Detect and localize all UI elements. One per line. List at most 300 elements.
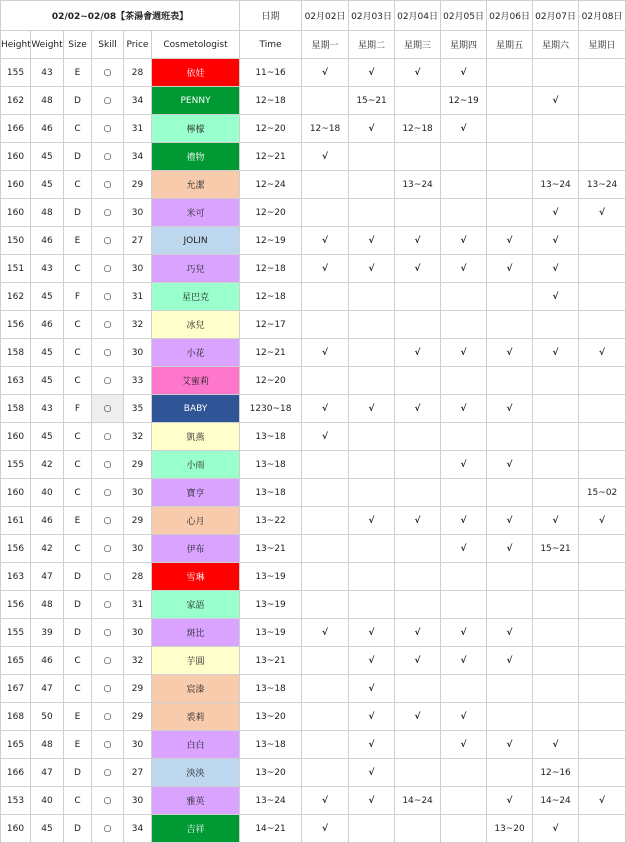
day-cell (533, 479, 579, 507)
day-cell (395, 143, 441, 171)
cosmetologist-name: 寶亨 (152, 479, 240, 507)
size-cell: C (64, 423, 92, 451)
price-cell: 34 (124, 815, 152, 843)
day-cell (487, 675, 533, 703)
day-cell (579, 815, 626, 843)
size-cell: C (64, 367, 92, 395)
weight-cell: 46 (31, 115, 64, 143)
day-cell (349, 199, 395, 227)
table-row (1, 815, 626, 843)
day-cell: √ (395, 507, 441, 535)
height-cell: 150 (1, 227, 31, 255)
height-cell: 156 (1, 591, 31, 619)
day-cell: √ (441, 619, 487, 647)
day-cell: √ (487, 507, 533, 535)
skill-cell: ○ (92, 255, 124, 283)
day-cell (395, 535, 441, 563)
table-row (1, 339, 626, 367)
day-cell (579, 59, 626, 87)
day-cell (302, 675, 349, 703)
price-cell: 32 (124, 423, 152, 451)
day-cell: √ (441, 703, 487, 731)
price-cell: 34 (124, 87, 152, 115)
skill-cell: ○ (92, 507, 124, 535)
day-cell: √ (533, 199, 579, 227)
date-header: 02月08日 (579, 1, 626, 31)
day-cell (302, 507, 349, 535)
table-row (1, 59, 626, 87)
day-cell: √ (349, 731, 395, 759)
day-cell (487, 115, 533, 143)
price-cell: 28 (124, 59, 152, 87)
day-cell (395, 563, 441, 591)
day-cell (349, 311, 395, 339)
price-cell: 32 (124, 311, 152, 339)
skill-cell: ○ (92, 367, 124, 395)
weight-cell: 46 (31, 311, 64, 339)
day-cell (441, 311, 487, 339)
day-cell (579, 115, 626, 143)
time-cell: 13~20 (240, 703, 302, 731)
day-cell (487, 143, 533, 171)
day-cell (395, 675, 441, 703)
height-cell: 155 (1, 619, 31, 647)
day-cell (395, 731, 441, 759)
weekday-header: 星期一 (302, 31, 349, 59)
day-cell: √ (533, 255, 579, 283)
time-cell: 11~16 (240, 59, 302, 87)
day-cell: √ (395, 339, 441, 367)
day-cell: √ (533, 283, 579, 311)
price-cell: 27 (124, 227, 152, 255)
day-cell: √ (533, 815, 579, 843)
table-row (1, 731, 626, 759)
table-row (1, 283, 626, 311)
cosmetologist-name: 宸溱 (152, 675, 240, 703)
day-cell: √ (487, 619, 533, 647)
day-cell (395, 591, 441, 619)
price-cell: 30 (124, 339, 152, 367)
day-cell (579, 87, 626, 115)
height-cell: 158 (1, 395, 31, 423)
time-cell: 12~17 (240, 311, 302, 339)
day-cell: √ (302, 395, 349, 423)
day-cell: √ (349, 675, 395, 703)
skill-cell: ○ (92, 171, 124, 199)
price-cell: 30 (124, 731, 152, 759)
day-cell: √ (349, 395, 395, 423)
day-cell: √ (349, 619, 395, 647)
day-cell (395, 367, 441, 395)
cosmetologist-name: 小花 (152, 339, 240, 367)
cosmetologist-name: 小雨 (152, 451, 240, 479)
day-cell: 12~18 (302, 115, 349, 143)
day-cell: √ (302, 143, 349, 171)
day-cell (349, 283, 395, 311)
table-row (1, 227, 626, 255)
price-cell: 30 (124, 255, 152, 283)
price-cell: 34 (124, 143, 152, 171)
size-cell: D (64, 199, 92, 227)
table-row (1, 619, 626, 647)
day-cell (441, 283, 487, 311)
day-cell: √ (349, 787, 395, 815)
day-cell (533, 143, 579, 171)
day-cell: √ (302, 787, 349, 815)
price-cell: 35 (124, 395, 152, 423)
skill-cell: ○ (92, 619, 124, 647)
cosmetologist-name: 心月 (152, 507, 240, 535)
day-cell (579, 367, 626, 395)
day-cell (487, 563, 533, 591)
skill-cell: ○ (92, 479, 124, 507)
cosmetologist-name: 斑比 (152, 619, 240, 647)
cosmetologist-name: JOLIN (152, 227, 240, 255)
weight-cell: 45 (31, 143, 64, 171)
table-row (1, 255, 626, 283)
height-cell: 155 (1, 59, 31, 87)
skill-cell: ○ (92, 675, 124, 703)
day-cell (533, 311, 579, 339)
column-header-cosmetologist: Cosmetologist (152, 31, 240, 59)
height-cell: 160 (1, 815, 31, 843)
day-cell (441, 171, 487, 199)
date-header: 02月05日 (441, 1, 487, 31)
size-cell: E (64, 507, 92, 535)
height-cell: 162 (1, 87, 31, 115)
size-cell: C (64, 479, 92, 507)
time-cell: 14~21 (240, 815, 302, 843)
time-cell: 13~19 (240, 563, 302, 591)
price-cell: 31 (124, 591, 152, 619)
day-cell (533, 675, 579, 703)
day-cell (487, 479, 533, 507)
weight-cell: 39 (31, 619, 64, 647)
time-cell: 1230~18 (240, 395, 302, 423)
day-cell (302, 591, 349, 619)
height-cell: 156 (1, 535, 31, 563)
size-cell: D (64, 759, 92, 787)
cosmetologist-name: 星巴克 (152, 283, 240, 311)
date-header: 02月03日 (349, 1, 395, 31)
weight-cell: 40 (31, 479, 64, 507)
skill-cell: ○ (92, 535, 124, 563)
day-cell: √ (349, 703, 395, 731)
size-cell: F (64, 283, 92, 311)
table-row (1, 171, 626, 199)
day-cell: √ (395, 227, 441, 255)
weight-cell: 42 (31, 451, 64, 479)
day-cell (302, 199, 349, 227)
table-row (1, 367, 626, 395)
price-cell: 30 (124, 787, 152, 815)
size-cell: D (64, 619, 92, 647)
day-cell (349, 451, 395, 479)
table-row (1, 199, 626, 227)
time-cell: 13~22 (240, 507, 302, 535)
day-cell (349, 479, 395, 507)
time-cell: 13~19 (240, 619, 302, 647)
day-cell: √ (579, 199, 626, 227)
time-cell: 12~18 (240, 283, 302, 311)
day-cell: √ (487, 535, 533, 563)
skill-cell: ○ (92, 339, 124, 367)
day-cell: √ (487, 255, 533, 283)
day-cell (395, 311, 441, 339)
weight-cell: 46 (31, 227, 64, 255)
table-row (1, 563, 626, 591)
table-row (1, 675, 626, 703)
table-row (1, 759, 626, 787)
day-cell (302, 647, 349, 675)
table-row (1, 395, 626, 423)
day-cell (302, 451, 349, 479)
size-cell: E (64, 703, 92, 731)
cosmetologist-name: BABY (152, 395, 240, 423)
day-cell (302, 367, 349, 395)
price-cell: 29 (124, 451, 152, 479)
weight-cell: 45 (31, 283, 64, 311)
day-cell: √ (441, 395, 487, 423)
cosmetologist-name: 裘莉 (152, 703, 240, 731)
day-cell (579, 255, 626, 283)
day-cell (579, 395, 626, 423)
day-cell: 12~18 (395, 115, 441, 143)
size-cell: C (64, 311, 92, 339)
height-cell: 160 (1, 479, 31, 507)
skill-cell: ○ (92, 87, 124, 115)
day-cell: √ (302, 59, 349, 87)
height-cell: 161 (1, 507, 31, 535)
price-cell: 31 (124, 283, 152, 311)
height-cell: 160 (1, 423, 31, 451)
day-cell (395, 479, 441, 507)
day-cell: √ (579, 507, 626, 535)
day-cell (579, 283, 626, 311)
height-cell: 158 (1, 339, 31, 367)
day-cell: √ (349, 227, 395, 255)
day-cell (487, 759, 533, 787)
date-header: 02月04日 (395, 1, 441, 31)
day-cell: √ (441, 339, 487, 367)
time-cell: 12~20 (240, 199, 302, 227)
day-cell: 13~24 (395, 171, 441, 199)
size-cell: C (64, 787, 92, 815)
height-cell: 162 (1, 283, 31, 311)
day-cell (579, 311, 626, 339)
time-cell: 13~20 (240, 759, 302, 787)
height-cell: 166 (1, 759, 31, 787)
day-cell: √ (395, 703, 441, 731)
time-cell: 12~18 (240, 255, 302, 283)
day-cell (487, 703, 533, 731)
day-cell: √ (441, 227, 487, 255)
cosmetologist-name: 巧兒 (152, 255, 240, 283)
column-header-weight: Weight (31, 31, 64, 59)
day-cell (302, 171, 349, 199)
weekday-header: 星期三 (395, 31, 441, 59)
column-header-time: Time (240, 31, 302, 59)
day-cell: 15~21 (533, 535, 579, 563)
price-cell: 29 (124, 703, 152, 731)
day-cell (533, 451, 579, 479)
day-cell: √ (395, 647, 441, 675)
weight-cell: 47 (31, 675, 64, 703)
day-cell: 14~24 (533, 787, 579, 815)
day-cell (579, 451, 626, 479)
day-cell (395, 815, 441, 843)
day-cell: 12~16 (533, 759, 579, 787)
day-cell: √ (349, 255, 395, 283)
day-cell (395, 759, 441, 787)
day-cell (487, 283, 533, 311)
time-cell: 12~19 (240, 227, 302, 255)
day-cell (349, 535, 395, 563)
day-cell: √ (487, 787, 533, 815)
day-cell (349, 171, 395, 199)
day-cell: √ (395, 619, 441, 647)
size-cell: C (64, 255, 92, 283)
day-cell (487, 199, 533, 227)
day-cell: √ (395, 255, 441, 283)
weight-cell: 48 (31, 199, 64, 227)
day-cell: 13~20 (487, 815, 533, 843)
weekday-header: 星期日 (579, 31, 626, 59)
day-cell (533, 647, 579, 675)
weight-cell: 43 (31, 255, 64, 283)
day-cell: √ (395, 59, 441, 87)
day-cell (579, 591, 626, 619)
day-cell: √ (302, 619, 349, 647)
day-cell (302, 283, 349, 311)
day-cell: 15~21 (349, 87, 395, 115)
time-cell: 13~18 (240, 423, 302, 451)
day-cell (302, 311, 349, 339)
table-row (1, 647, 626, 675)
skill-cell: ○ (92, 731, 124, 759)
day-cell (533, 591, 579, 619)
weight-cell: 43 (31, 59, 64, 87)
day-cell (302, 87, 349, 115)
price-cell: 31 (124, 115, 152, 143)
size-cell: C (64, 535, 92, 563)
day-cell (395, 87, 441, 115)
weight-cell: 45 (31, 339, 64, 367)
day-cell: √ (302, 255, 349, 283)
day-cell: √ (579, 787, 626, 815)
day-cell (579, 227, 626, 255)
price-cell: 30 (124, 619, 152, 647)
schedule-title: 02/02~02/08【茶湯會週班表】 (1, 1, 240, 31)
time-cell: 12~21 (240, 143, 302, 171)
day-cell (533, 395, 579, 423)
day-cell (302, 759, 349, 787)
day-cell (533, 703, 579, 731)
height-cell: 156 (1, 311, 31, 339)
table-row (1, 703, 626, 731)
time-cell: 13~18 (240, 451, 302, 479)
table-row (1, 143, 626, 171)
size-cell: C (64, 339, 92, 367)
column-header-price: Price (124, 31, 152, 59)
size-cell: E (64, 59, 92, 87)
table-row (1, 535, 626, 563)
day-cell (302, 535, 349, 563)
skill-cell: ○ (92, 59, 124, 87)
price-cell: 29 (124, 507, 152, 535)
day-cell: √ (302, 227, 349, 255)
size-cell: C (64, 675, 92, 703)
day-cell: √ (441, 451, 487, 479)
weight-cell: 46 (31, 507, 64, 535)
cosmetologist-name: 米可 (152, 199, 240, 227)
day-cell (441, 143, 487, 171)
cosmetologist-name: 禮物 (152, 143, 240, 171)
weight-cell: 45 (31, 815, 64, 843)
day-cell (487, 171, 533, 199)
time-cell: 13~18 (240, 479, 302, 507)
day-cell (302, 479, 349, 507)
day-cell: √ (441, 115, 487, 143)
size-cell: C (64, 115, 92, 143)
day-cell: √ (349, 507, 395, 535)
day-cell (395, 199, 441, 227)
day-cell: √ (395, 395, 441, 423)
table-row (1, 479, 626, 507)
skill-cell: ○ (92, 647, 124, 675)
skill-cell: ○ (92, 311, 124, 339)
day-cell (349, 367, 395, 395)
day-cell (579, 619, 626, 647)
weight-cell: 47 (31, 759, 64, 787)
cosmetologist-name: 艾蜜莉 (152, 367, 240, 395)
day-cell: √ (533, 507, 579, 535)
day-cell (487, 311, 533, 339)
size-cell: D (64, 591, 92, 619)
day-cell (349, 815, 395, 843)
day-cell: √ (579, 339, 626, 367)
height-cell: 151 (1, 255, 31, 283)
height-cell: 153 (1, 787, 31, 815)
size-cell: D (64, 563, 92, 591)
day-cell (579, 731, 626, 759)
cosmetologist-name: 檸檬 (152, 115, 240, 143)
price-cell: 30 (124, 535, 152, 563)
day-cell: √ (487, 647, 533, 675)
day-cell (395, 283, 441, 311)
skill-cell: ○ (92, 815, 124, 843)
size-cell: C (64, 451, 92, 479)
time-cell: 12~20 (240, 367, 302, 395)
size-cell: C (64, 171, 92, 199)
cosmetologist-name: 伊布 (152, 535, 240, 563)
weight-cell: 45 (31, 423, 64, 451)
table-row (1, 87, 626, 115)
day-cell (533, 423, 579, 451)
table-row (1, 787, 626, 815)
day-cell (441, 423, 487, 451)
day-cell (302, 563, 349, 591)
skill-cell: ○ (92, 759, 124, 787)
cosmetologist-name: PENNY (152, 87, 240, 115)
day-cell: √ (487, 731, 533, 759)
cosmetologist-name: 吉祥 (152, 815, 240, 843)
weekday-header: 星期四 (441, 31, 487, 59)
day-cell (441, 815, 487, 843)
day-cell (579, 675, 626, 703)
weight-cell: 48 (31, 591, 64, 619)
date-header: 02月07日 (533, 1, 579, 31)
